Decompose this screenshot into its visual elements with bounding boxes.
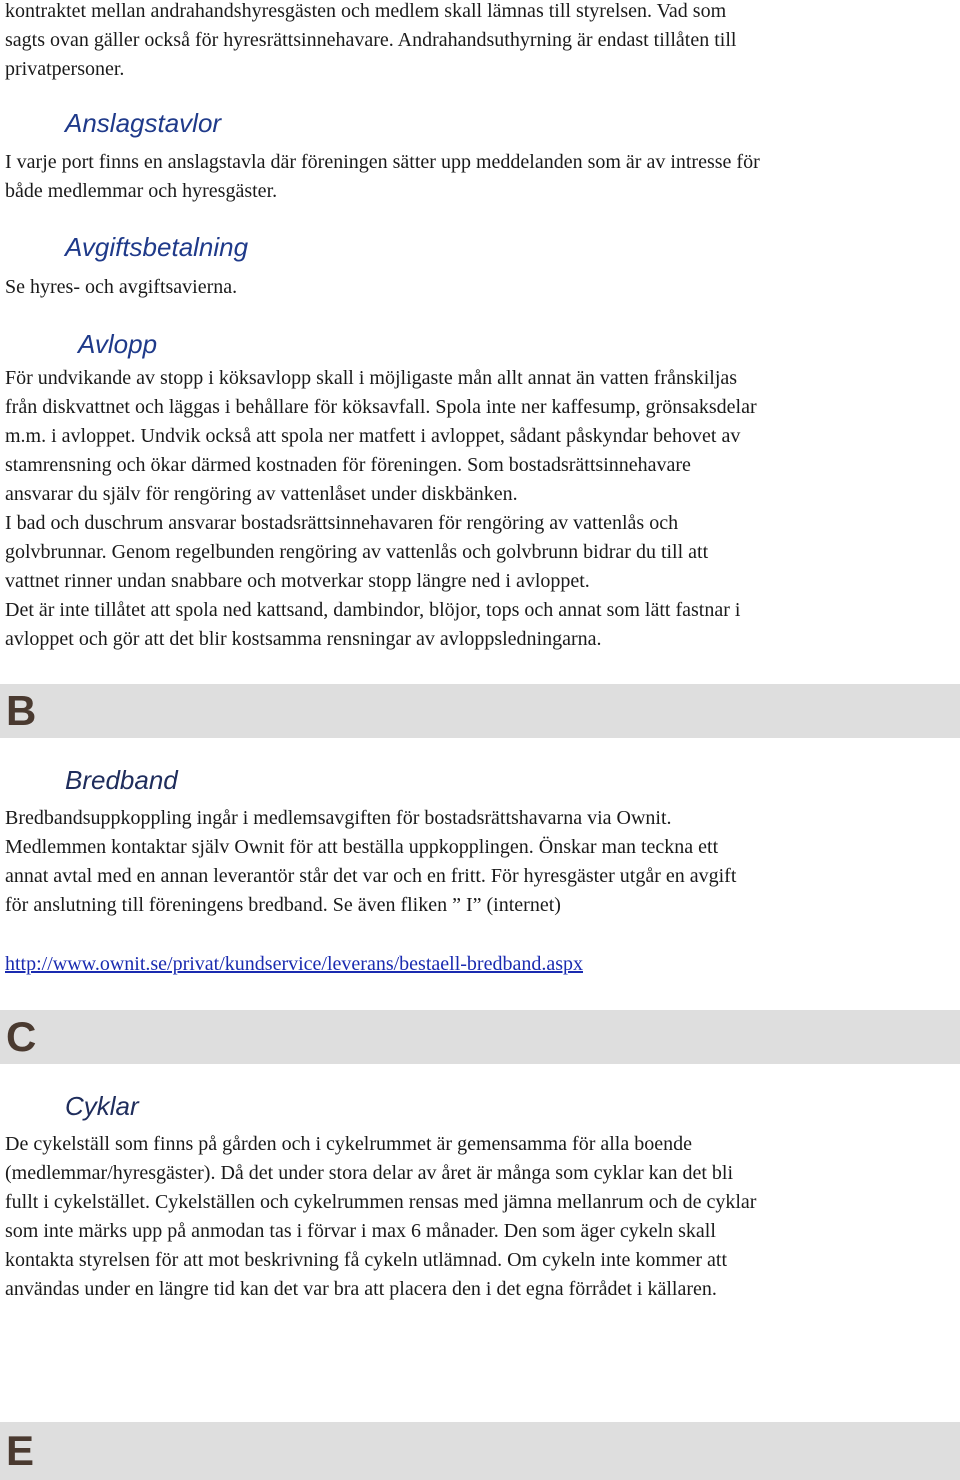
avlopp-line-9: Det är inte tillåtet att spola ned kattsand, dambindor, blöjor, tops och annat som lätt fastnar i — [5, 599, 741, 621]
section-band-c — [0, 1010, 960, 1064]
cyklar-line-3: fullt i cykelstället. Cykelställen och cykelrummen rensas med jämna mellanrum och de cyklar — [5, 1191, 757, 1213]
section-band-e — [0, 1422, 960, 1480]
anslagstavlor-line-2: både medlemmar och hyresgäster. — [5, 180, 278, 202]
heading-cyklar: Cyklar — [65, 1091, 139, 1121]
avlopp-line-10: avloppet och gör att det blir kostsamma rensningar av avloppsledningarna. — [5, 628, 602, 650]
avlopp-line-6: I bad och duschrum ansvarar bostadsrättsinnehavaren för rengöring av vattenlås och — [5, 512, 679, 534]
bredband-line-4: för anslutning till föreningens bredband. Se även fliken ” I” (internet) — [5, 894, 561, 916]
avlopp-line-1: För undvikande av stopp i köksavlopp skall i möjligaste mån allt annat än vatten frånskiljas — [5, 367, 738, 389]
intro-line-1: kontraktet mellan andrahandshyresgästen och medlem skall lämnas till styrelsen. Vad som — [5, 0, 727, 22]
section-letter-b: B — [6, 687, 37, 734]
avgiftsbetalning-line-1: Se hyres- och avgiftsavierna. — [5, 276, 238, 298]
bredband-line-1: Bredbandsuppkoppling ingår i medlemsavgiften för bostadsrättshavarna via Ownit. — [5, 807, 672, 829]
bredband-link-line — [5, 950, 583, 979]
avlopp-line-4: stamrensning och ökar därmed kostnaden för föreningen. Som bostadsrättsinnehavare — [5, 454, 691, 476]
heading-avlopp: Avlopp — [78, 329, 158, 359]
avlopp-line-5: ansvarar du själv för rengöring av vattenlåset under diskbänken. — [5, 483, 518, 505]
bredband-line-2: Medlemmen kontaktar själv Ownit för att beställa uppkopplingen. Önskar man teckna ett — [5, 836, 719, 858]
section-band-b — [0, 684, 960, 738]
cyklar-line-4: som inte märks upp på anmodan tas i förvar i max 6 månader. Den som äger cykeln skall — [5, 1220, 716, 1242]
avlopp-line-8: vattnet rinner undan snabbare och motverkar stopp längre ned i avloppet. — [5, 570, 590, 592]
intro-line-3: privatpersoner. — [5, 58, 125, 80]
avlopp-line-2: från diskvattnet och läggas i behållare för köksavfall. Spola inte ner kaffesump, grönsaksdelar — [5, 396, 757, 418]
intro-line-2: sagts ovan gäller också för hyresrättsinnehavare. Andrahandsuthyrning är endast tillåten till — [5, 29, 737, 51]
cyklar-line-6: användas under en längre tid kan det var bra att placera den i det egna förrådet i källaren. — [5, 1278, 717, 1300]
cyklar-line-1: De cykelställ som finns på gården och i cykelrummet är gemensamma för alla boende — [5, 1133, 692, 1155]
avlopp-line-3: m.m. i avloppet. Undvik också att spola ner matfett i avloppet, sådant påskyndar behovet av — [5, 425, 741, 447]
section-letter-e: E — [6, 1427, 35, 1474]
heading-avgiftsbetalning: Avgiftsbetalning — [65, 232, 249, 262]
cyklar-line-5: kontakta styrelsen för att mot beskrivning få cykeln utlämnad. Om cykeln inte kommer att — [5, 1249, 728, 1271]
heading-anslagstavlor: Anslagstavlor — [65, 108, 222, 138]
anslagstavlor-line-1: I varje port finns en anslagstavla där föreningen sätter upp meddelanden som är av intresse för — [5, 151, 760, 173]
avlopp-line-7: golvbrunnar. Genom regelbunden rengöring av vattenlås och golvbrunn bidrar du till att — [5, 541, 709, 563]
heading-bredband: Bredband — [65, 765, 178, 795]
cyklar-line-2: (medlemmar/hyresgäster). Då det under stora delar av året är många som cyklar kan det bli — [5, 1162, 734, 1184]
ownit-order-link[interactable]: http://www.ownit.se/privat/kundservice/leverans/bestaell-bredband.aspx — [5, 953, 583, 975]
bredband-line-3: annat avtal med en annan leverantör står det var och en fritt. För hyresgäster utgår en avgift — [5, 865, 737, 887]
section-letter-c: C — [6, 1013, 37, 1060]
